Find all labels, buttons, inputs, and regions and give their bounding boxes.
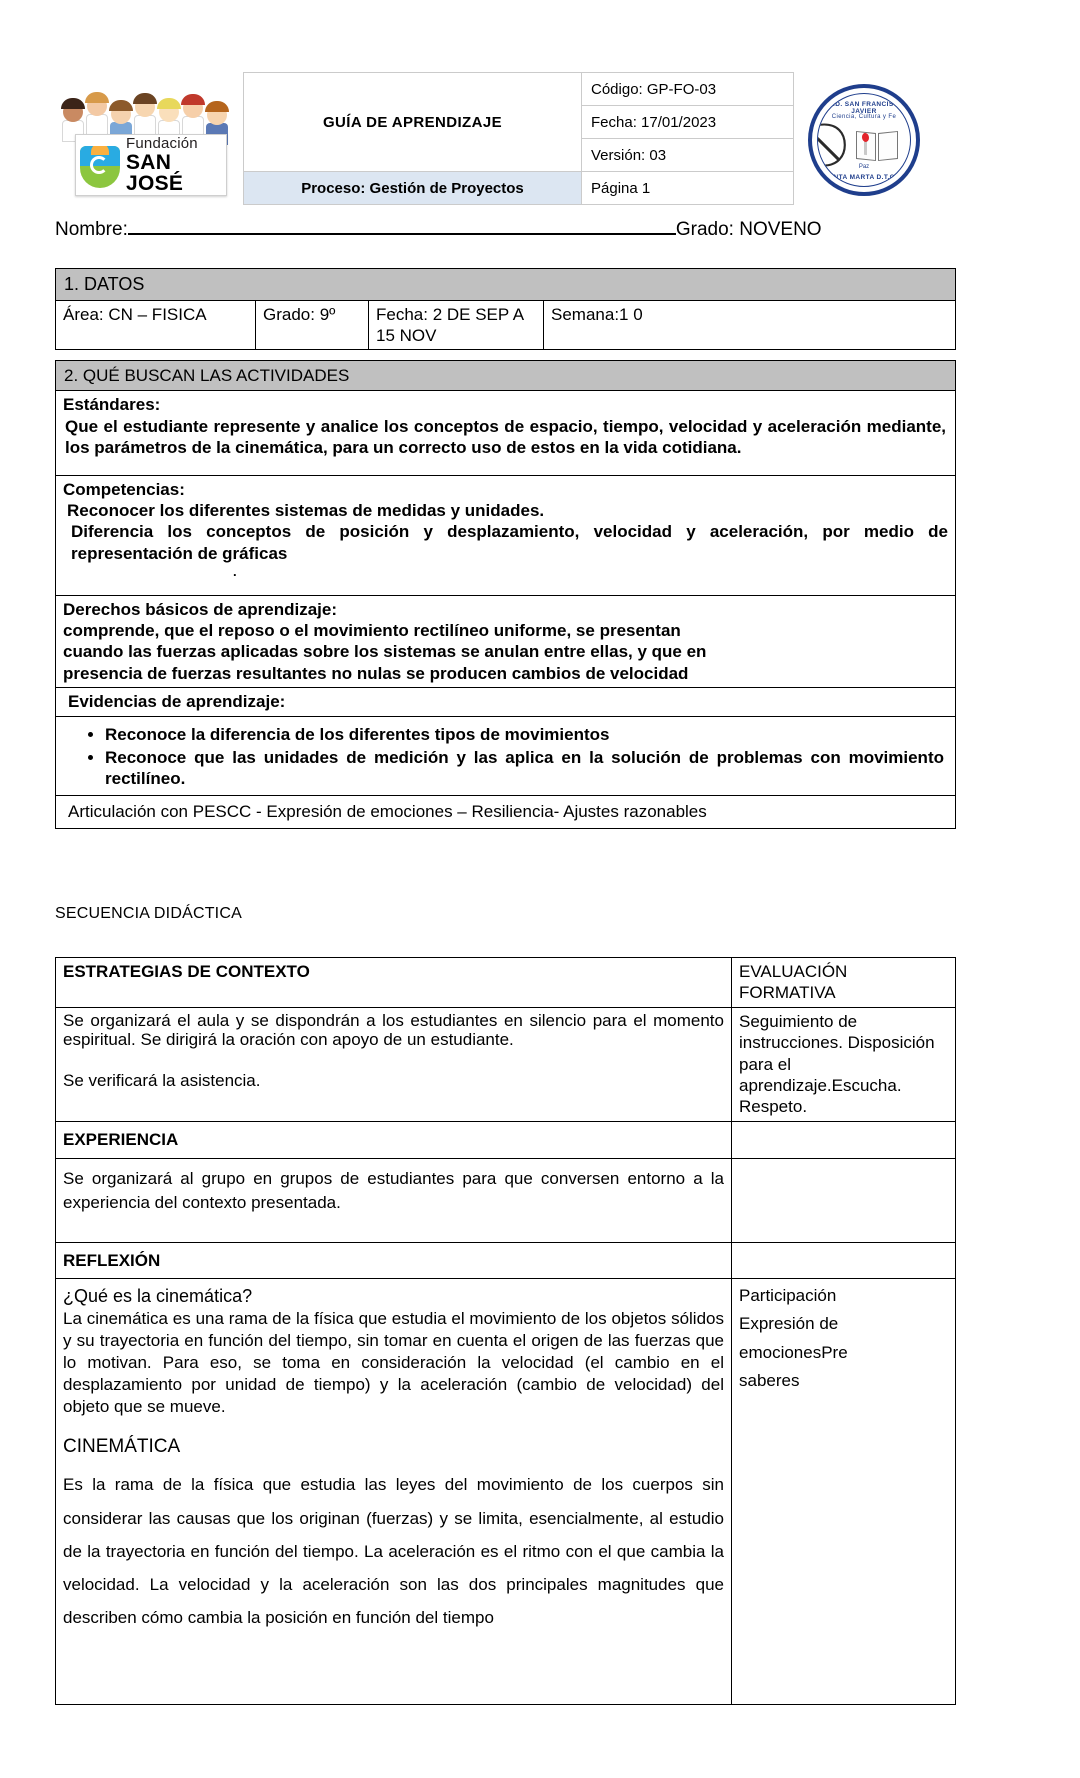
datos-grado: Grado: 9º <box>256 300 369 350</box>
articulacion-pescc: Articulación con PESCC - Expresión de emociones – Resiliencia- Ajustes razonables <box>56 795 956 828</box>
col-header-estrategias: ESTRATEGIAS DE CONTEXTO <box>56 958 732 1008</box>
nombre-blank-field[interactable] <box>128 218 676 235</box>
cinematica-text: Es la rama de la física que estudia las leyes del movimiento de los cuerpos sin considerar las causas que los originan (fuerzas) y se limita, esencialmente, al estudio de la trayectoria en función del tiempo. La aceleración es el ritmo con el que cambia la velocidad. La velocidad y la aceleración son las dos principales magnitudes que describen cómo cambia la posición en función del tiempo <box>63 1475 724 1628</box>
cinematica-heading: CINEMÁTICA <box>63 1435 181 1457</box>
actividades-table <box>55 360 956 829</box>
competencias-item-2: Diferencia los conceptos de posición y desplazamiento, velocidad y aceleración, por medio de representación de gráficas <box>71 522 948 563</box>
derechos-line-3: presencia de fuerzas resultantes no nulas se producen cambios de velocidad <box>63 663 689 683</box>
table-row <box>56 688 956 716</box>
secuencia-didactica-label: SECUENCIA DIDÁCTICA <box>55 905 242 922</box>
document-page-number: Página 1 <box>582 172 794 205</box>
document-header <box>55 72 955 207</box>
shield-emblem-icon <box>80 142 120 188</box>
secuencia-didactica-table <box>55 957 956 1705</box>
eval-experiencia-cell <box>732 1158 956 1242</box>
eval-reflexion-line-4: saberes <box>739 1370 800 1390</box>
table-row <box>56 1158 956 1242</box>
estandares-text: Que el estudiante represente y analice los conceptos de espacio, tiempo, velocidad y aceleración mediante, los parámetros de la cinemática, para un correcto uso de estos en la vida cotidiana. <box>65 416 946 458</box>
logo-banner <box>75 134 227 196</box>
table-row <box>56 300 956 350</box>
datos-table <box>55 268 956 350</box>
seal-motto: Ciencia, Cultura y Fe <box>831 114 897 120</box>
table-row <box>56 795 956 828</box>
list-item: • Reconoce la diferencia de los diferentes tipos de movimientos <box>105 724 948 745</box>
document-date: Fecha: 17/01/2023 <box>582 106 794 139</box>
competencias-label: Competencias: <box>63 479 185 499</box>
derechos-cell <box>56 595 956 688</box>
derechos-line-1: comprende, que el reposo o el movimiento rectilíneo uniforme, se presentan <box>63 621 681 641</box>
col-header-evaluacion: EVALUACIÓN FORMATIVA <box>732 958 956 1008</box>
seal-institution-name: I.E.D. SAN FRANCISCO JAVIER <box>823 101 905 115</box>
competencias-cell <box>56 475 956 595</box>
seal-city-name: SANTA MARTA D.T.C.H. <box>823 174 905 181</box>
eval-experiencia-header-cell <box>732 1122 956 1158</box>
eval-reflexion-line-2: Expresión de <box>739 1314 839 1334</box>
eval-reflexion-header-cell <box>732 1243 956 1279</box>
contexto-paragraph-2: Se verificará la asistencia. <box>63 1070 261 1090</box>
eval-reflexion-line-1: Participación <box>739 1286 837 1306</box>
grado-label: Grado: NOVENO <box>675 219 822 240</box>
table-row <box>244 73 794 106</box>
derechos-label: Derechos básicos de aprendizaje: <box>63 599 337 619</box>
contexto-cell <box>56 1007 732 1122</box>
experiencia-text: Se organizará al grupo en grupos de estudiantes para que conversen entorno a la experiencia del contexto presentada. <box>56 1158 732 1242</box>
reflexion-paragraph: La cinemática es una rama de la física que estudia el movimiento de los objetos sólidos y su trayectoria en función del tiempo, sin tomar en cuenta el origen de las fuerzas que lo motivan. Para eso, se toma en consideración la velocidad (el cambio en el desplazamiento por unidad de tiempo) y la aceleración (cambio de velocidad) del objeto que se mueve. <box>63 1309 724 1417</box>
table-row <box>56 269 956 301</box>
section-header-actividades: 2. QUÉ BUSCAN LAS ACTIVIDADES <box>56 361 956 391</box>
list-item: • Reconoce que las unidades de medición y las aplica en la solución de problemas con movimiento rectilíneo. <box>105 747 948 790</box>
table-row <box>56 958 956 1008</box>
table-row <box>56 361 956 391</box>
school-seal-logo <box>808 84 938 196</box>
table-row <box>56 1243 956 1279</box>
estandares-cell <box>56 391 956 475</box>
eval-contexto-cell: Seguimiento de instrucciones. Disposición para el aprendizaje.Escucha. Respeto. <box>732 1007 956 1122</box>
evidencias-list <box>63 724 948 790</box>
nombre-label: Nombre: <box>55 219 128 240</box>
section-header-datos: 1. DATOS <box>56 269 956 301</box>
datos-semana: Semana:1 0 <box>544 300 956 350</box>
datos-fecha: Fecha: 2 DE SEP A 15 NOV <box>369 300 544 350</box>
table-row <box>56 475 956 595</box>
datos-area: Área: CN – FISICA <box>56 300 256 350</box>
subsection-reflexion: REFLEXIÓN <box>56 1243 732 1279</box>
eval-reflexion-cell <box>732 1279 956 1705</box>
derechos-line-2: cuando las fuerzas aplicadas sobre los sistemas se anulan entre ellas, y que en <box>63 642 707 662</box>
evidencias-list-cell <box>56 716 956 795</box>
estandares-label: Estándares: <box>63 395 161 415</box>
header-info-table <box>243 72 794 205</box>
subsection-experiencia: EXPERIENCIA <box>56 1122 732 1158</box>
fundacion-san-jose-logo <box>55 82 243 200</box>
logo-fundacion-text: Fundación <box>126 135 198 152</box>
document-process: Proceso: Gestión de Proyectos <box>244 172 582 205</box>
contexto-paragraph-1: Se organizará el aula y se dispondrán a los estudiantes en silencio para el momento espiritual. Se dirigirá la oración con apoyo de un estudiante. <box>63 1010 724 1050</box>
evidencias-label-cell: Evidencias de aprendizaje: <box>56 688 956 716</box>
table-row <box>56 1007 956 1122</box>
competencias-item-3: . <box>233 564 237 580</box>
reflexion-question: ¿Qué es la cinemática? <box>63 1286 253 1307</box>
table-row <box>56 1279 956 1705</box>
eval-reflexion-line-3: emocionesPre <box>739 1342 848 1362</box>
table-row <box>56 391 956 475</box>
table-row <box>244 172 794 205</box>
open-book-icon <box>856 132 898 162</box>
document-version: Versión: 03 <box>582 139 794 172</box>
table-row <box>56 716 956 795</box>
document-code: Código: GP-FO-03 <box>582 73 794 106</box>
document-title: GUÍA DE APRENDIZAJE <box>244 73 582 172</box>
seal-paz-text: Paz <box>858 164 870 170</box>
logo-sanjose-text: SAN JOSÉ <box>126 151 184 195</box>
table-row <box>56 1122 956 1158</box>
student-identification-line <box>55 218 955 241</box>
reflexion-content-cell <box>56 1279 732 1705</box>
competencias-item-1: Reconocer los diferentes sistemas de medidas y unidades. <box>67 501 545 521</box>
table-row <box>56 595 956 688</box>
